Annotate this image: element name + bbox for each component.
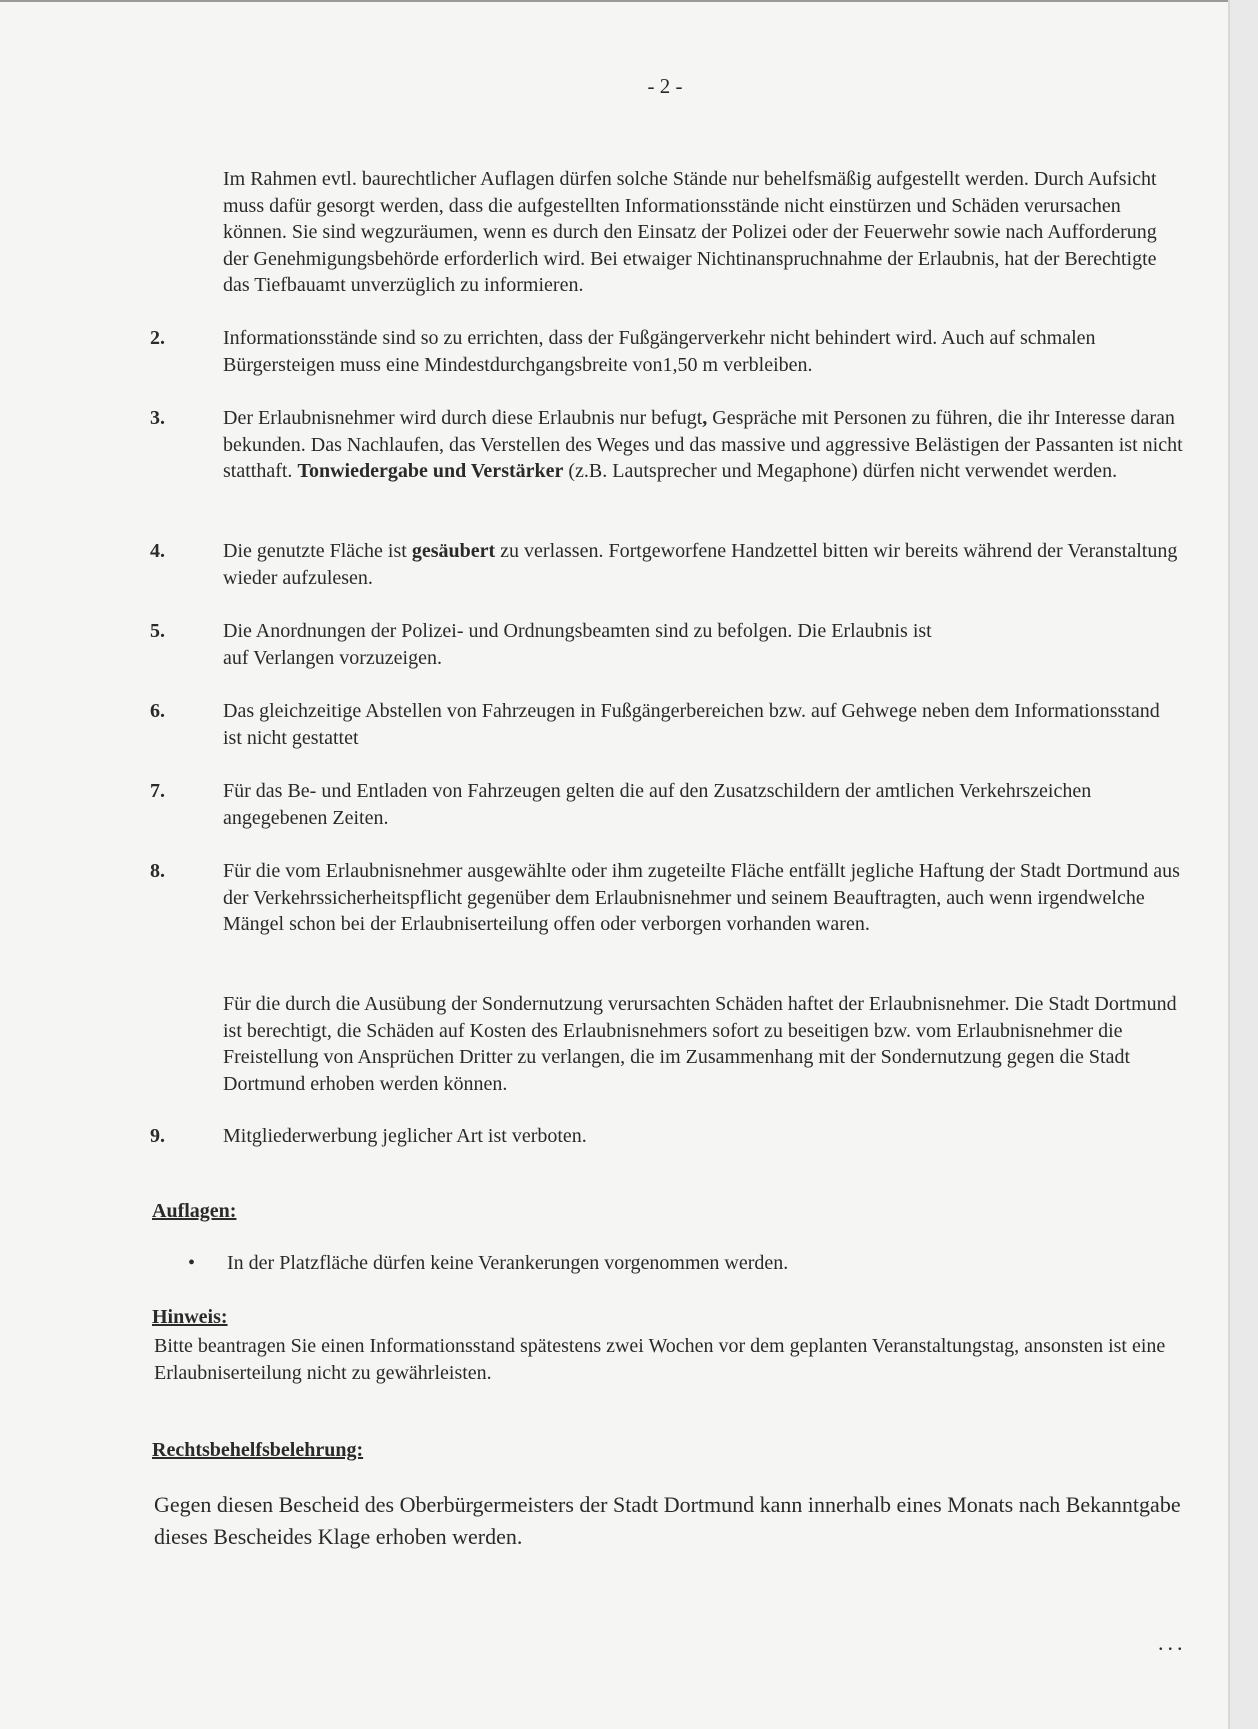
item-text: Für die vom Erlaubnisnehmer ausgewählte oder ihm zugeteilte Fläche entfällt jegliche Haftung der Stadt Dortmund aus der Verkehrssicherheitspflicht gegenüber dem Erlaubnisnehmer und seinem Beauftragten, auch wenn irgendwelche Mängel schon bei der Erlaubniserteilung offen oder verborgen vorhanden waren. bbox=[223, 860, 1180, 935]
item-text-bold: Tonwiedergabe und Verstärker bbox=[297, 460, 564, 482]
item-text-part: Gespräche mit Personen zu führen, die ihr Interesse daran bekunden. Das Nachlaufen, das Verstellen des Weges und das massive und aggressive Belästigen der Passanten ist nicht statthaft. bbox=[223, 407, 1183, 482]
item-number: 5. bbox=[150, 620, 165, 642]
auflagen-text: In der Platzfläche dürfen keine Verankerungen vorgenommen werden. bbox=[227, 1252, 789, 1274]
item-text bbox=[223, 405, 1183, 485]
item-number: 6. bbox=[150, 700, 165, 722]
item-text-part: Die genutzte Fläche ist bbox=[223, 540, 412, 562]
item-number: 8. bbox=[150, 860, 165, 882]
item-text: Für das Be- und Entladen von Fahrzeugen gelten die auf den Zusatzschildern der amtlichen Verkehrszeichen angegebenen Zeiten. bbox=[223, 780, 1092, 829]
item-text-bold: gesäubert bbox=[411, 540, 496, 562]
hinweis-heading: Hinweis: bbox=[152, 1306, 228, 1328]
item-text bbox=[223, 538, 1183, 591]
item-text-line: auf Verlangen vorzuzeigen. bbox=[223, 646, 442, 669]
item-text-continued: Für die durch die Ausübung der Sondernutzung verursachten Schäden haftet der Erlaubnisnehmer. Die Stadt Dortmund ist berechtigt, die Schäden auf Kosten des Erlaubnisnehmers sofort zu beseitigen bzw. vom Erlaubnisnehmer die Freistellung von Ansprüchen Dritter zu verlangen, die im Zusammenhang mit der Sondernutzung gegen die Stadt Dortmund erhoben werden können. bbox=[223, 993, 1177, 1095]
item-number: 9. bbox=[150, 1125, 165, 1147]
item-text: Das gleichzeitige Abstellen von Fahrzeugen in Fußgängerbereichen bzw. auf Gehwege neben dem Informationsstand ist nicht gestattet bbox=[223, 700, 1160, 749]
item-number: 2. bbox=[150, 327, 165, 349]
item-text: Informationsstände sind so zu errichten, dass der Fußgängerverkehr nicht behindert wird. Auch auf schmalen Bürgersteigen muss eine Mindestdurchgangsbreite von1,50 m verbleiben. bbox=[223, 327, 1096, 376]
hinweis-text: Bitte beantragen Sie einen Informationsstand spätestens zwei Wochen vor dem geplanten Veranstaltungstag, ansonsten ist eine Erlaubniserteilung nicht zu gewährleisten. bbox=[154, 1335, 1166, 1384]
item-text bbox=[223, 618, 1183, 671]
item-text-part: zu verlassen. Fortgeworfene Handzettel bitten wir bereits während der Veranstaltung wieder aufzulesen. bbox=[223, 540, 1178, 589]
item-text-bold-comma: , bbox=[702, 407, 708, 429]
bullet-icon: • bbox=[188, 1252, 196, 1274]
item-number: 7. bbox=[150, 780, 165, 802]
item-text-line: Die Anordnungen der Polizei- und Ordnungsbeamten sind zu befolgen. Die Erlaubnis ist bbox=[223, 620, 932, 642]
page-number: - 2 - bbox=[647, 74, 683, 98]
top-edge-line bbox=[0, 0, 1228, 2]
item-text-part: Der Erlaubnisnehmer wird durch diese Erlaubnis nur befugt bbox=[223, 407, 703, 429]
item-text: Mitgliederwerbung jeglicher Art ist verboten. bbox=[223, 1125, 587, 1147]
continuation-dots: ... bbox=[1158, 1630, 1187, 1655]
rechtsbehelf-heading: Rechtsbehelfsbelehrung: bbox=[152, 1439, 364, 1461]
intro-paragraph: Im Rahmen evtl. baurechtlicher Auflagen dürfen solche Stände nur behelfsmäßig aufgestellt werden. Durch Aufsicht muss dafür gesorgt werden, dass die aufgestellten Informationsstände nicht einstürzen und Schäden verursachen können. Sie sind wegzuräumen, wenn es durch den Einsatz der Polizei oder der Feuerwehr sowie nach Aufforderung der Genehmigungsbehörde erforderlich wird. Bei etwaiger Nichtinanspruchnahme der Erlaubnis, hat der Berechtigte das Tiefbauamt unverzüglich zu informieren. bbox=[223, 168, 1157, 296]
rechtsbehelf-text: Gegen diesen Bescheid des Oberbürgermeisters der Stadt Dortmund kann innerhalb eines Monats nach Bekanntgabe dieses Bescheides Klage erhoben werden. bbox=[154, 1492, 1181, 1549]
item-text-part: (z.B. Lautsprecher und Megaphone) dürfen nicht verwendet werden. bbox=[563, 460, 1118, 482]
item-number: 3. bbox=[150, 407, 165, 429]
item-number: 4. bbox=[150, 540, 165, 562]
auflagen-heading: Auflagen: bbox=[152, 1200, 237, 1222]
